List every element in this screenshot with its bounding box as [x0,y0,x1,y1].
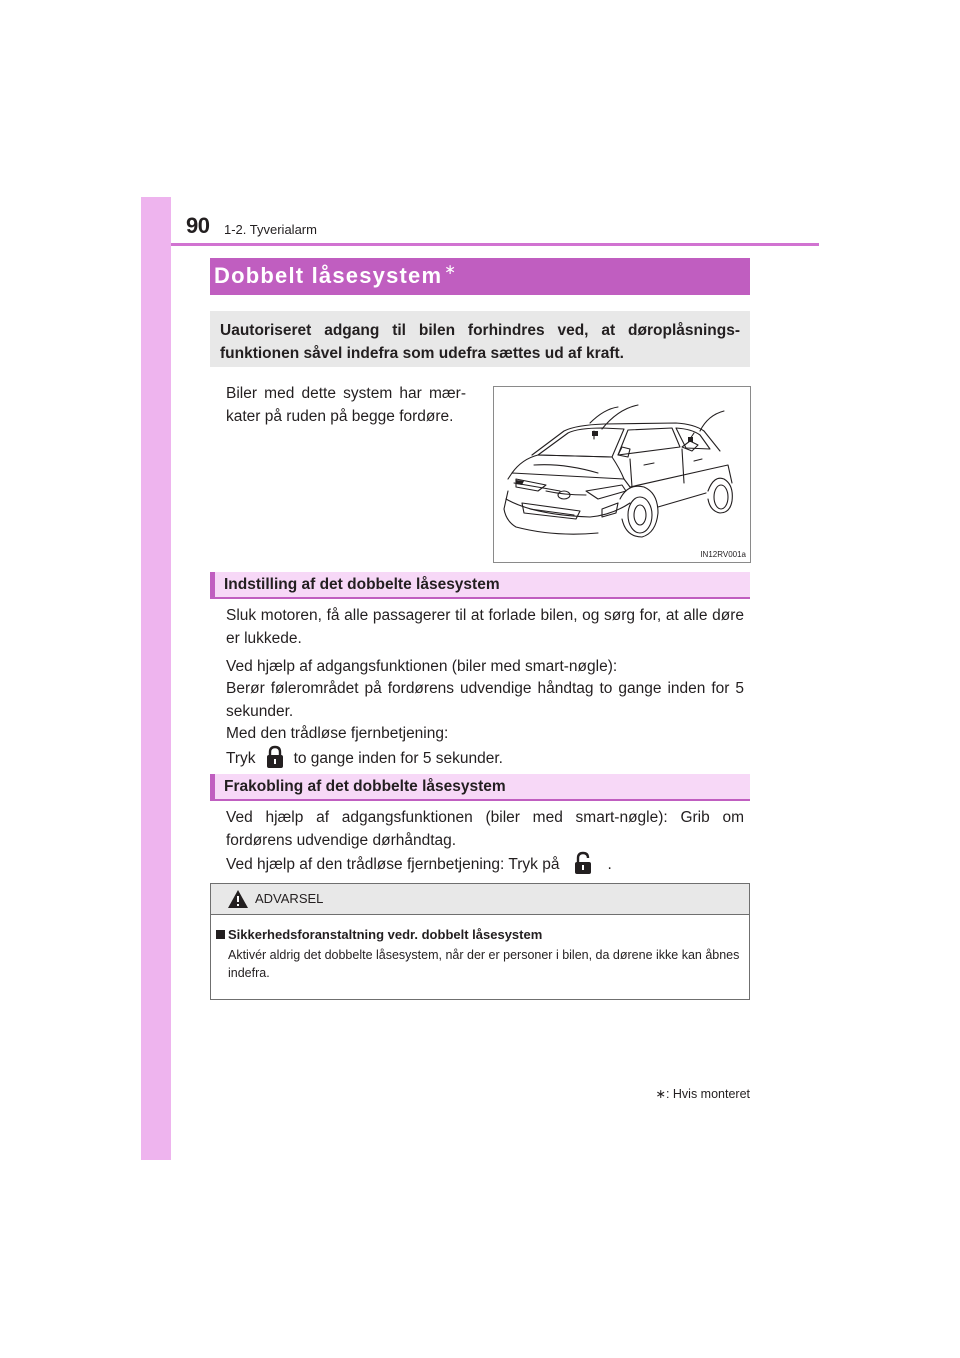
warning-subheading-text: Sikkerhedsforanstaltning vedr. dobbelt låsesystem [228,927,543,942]
subheading-setting [210,572,750,599]
warning-text: Aktivér aldrig det dobbelte låsesystem, når der er personer i bilen, da dørene ikke kan åbnes indefra. [228,948,740,980]
footnote: ∗: Hvis monteret [655,1087,750,1101]
lead-text: Biler med dette system har mær-kater på ruden på begge fordøre. [226,385,466,425]
side-tab [141,197,171,1160]
page-number: 90 [186,213,210,238]
warning-title: ADVARSEL [255,891,324,906]
section-label: 1-2. Tyverialarm [224,222,317,237]
setting-paragraph-1: Sluk motoren, få alle passagerer til at forlade bilen, og sørg for, at alle døre er lukkede. [226,607,744,647]
title-bar [210,258,750,295]
unlock-icon [573,851,593,875]
warning-box [210,883,750,1000]
release-paragraph-1: Ved hjælp af adgangsfunktionen (biler med smart-nøgle): Grib om fordørens udvendige dørhåndtag. [226,809,744,849]
setting-smart-key-line: Ved hjælp af adgangsfunktionen (biler med smart-nøgle): [226,658,618,675]
header-rule [171,243,819,246]
release-press-line [226,851,612,876]
warning-triangle-icon [227,889,249,909]
bullet-square-icon [216,930,225,939]
setting-remote-line: Med den trådløse fjernbetjening: [226,725,449,742]
subheading-release-text: Frakobling af det dobbelte låsesystem [224,778,506,795]
release-press-suffix: . [607,856,612,873]
warning-subheading [216,927,542,942]
page-title [214,261,457,289]
car-illustration [493,386,751,563]
setting-touch-paragraph: Berør følerområdet på fordørens udvendige håndtag to gange inden for 5 sekunder. [226,680,744,720]
lock-icon [265,745,285,769]
warning-header [211,884,749,915]
page-title-text: Dobbelt låsesystem [214,263,443,288]
subheading-setting-text: Indstilling af det dobbelte låsesystem [224,576,500,593]
intro-text: Uautoriseret adgang til bilen forhindres ved, at døroplåsnings-funktionen såvel indefra som udefra sættes ud af kraft. [220,322,740,362]
car-drawing [494,387,750,562]
setting-press-line [226,745,503,770]
subheading-release [210,774,750,801]
release-press-prefix: Ved hjælp af den trådløse fjernbetjening: Tryk på [226,856,560,873]
setting-press-prefix: Tryk [226,750,256,767]
title-asterisk: ∗ [444,261,458,277]
setting-press-suffix: to gange inden for 5 sekunder. [293,750,503,767]
illustration-code: IN12RV001a [700,550,746,559]
intro-box [210,311,750,367]
